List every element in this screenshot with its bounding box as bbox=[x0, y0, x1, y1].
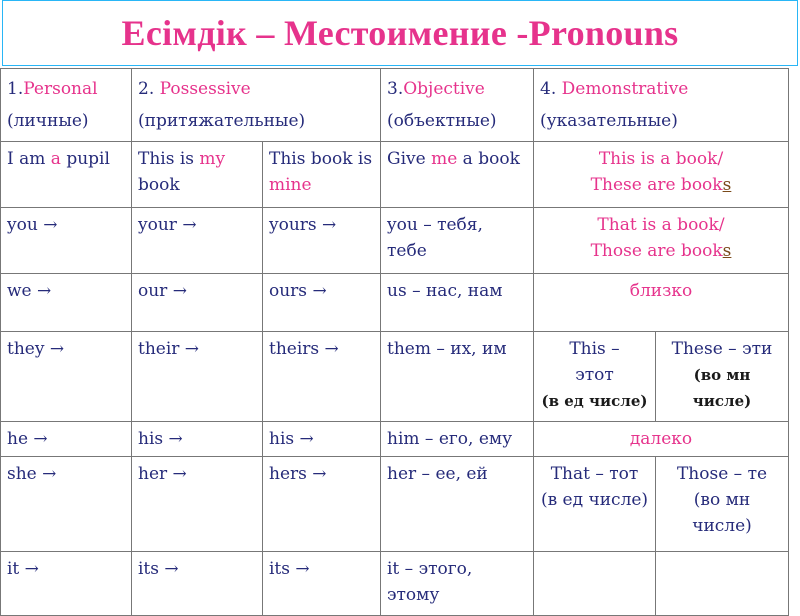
cell-objective: her – ее, ей bbox=[381, 457, 534, 552]
title-box bbox=[2, 0, 798, 66]
example-row bbox=[1, 142, 789, 208]
table-row bbox=[1, 552, 789, 616]
example-possessive: This is my book bbox=[132, 142, 263, 208]
header-objective: 3.Objective (объектные) bbox=[381, 69, 534, 142]
cell-personal: you → bbox=[1, 208, 132, 274]
cell-absolute: yours → bbox=[263, 208, 381, 274]
example-absolute: This book is mine bbox=[263, 142, 381, 208]
header-row bbox=[1, 69, 789, 142]
cell-empty bbox=[656, 552, 789, 616]
pronouns-table bbox=[0, 68, 789, 616]
cell-possessive: his → bbox=[132, 422, 263, 457]
cell-objective: us – нас, нам bbox=[381, 274, 534, 332]
cell-absolute: his → bbox=[263, 422, 381, 457]
cell-absolute: ours → bbox=[263, 274, 381, 332]
cell-objective: them – их, им bbox=[381, 332, 534, 422]
header-possessive: 2. Possessive (притяжательные) bbox=[132, 69, 381, 142]
page-title: Есімдік – Местоимение -Pronouns bbox=[121, 13, 679, 53]
table-row bbox=[1, 208, 789, 274]
cell-absolute: theirs → bbox=[263, 332, 381, 422]
demonstrative-those: Those – те (во мн числе) bbox=[656, 457, 789, 552]
cell-absolute: its → bbox=[263, 552, 381, 616]
cell-objective: you – тебя, тебе bbox=[381, 208, 534, 274]
demonstrative-near: близко bbox=[534, 274, 789, 332]
cell-possessive: your → bbox=[132, 208, 263, 274]
table-row bbox=[1, 457, 789, 552]
header-demonstrative: 4. Demonstrative (указательные) bbox=[534, 69, 789, 142]
cell-personal: it → bbox=[1, 552, 132, 616]
cell-objective: it – этого, этому bbox=[381, 552, 534, 616]
table-row bbox=[1, 274, 789, 332]
demonstrative-this: This – этот (в ед числе) bbox=[534, 332, 656, 422]
demonstrative-that-those: That is a book/ Those are books bbox=[534, 208, 789, 274]
cell-possessive: our → bbox=[132, 274, 263, 332]
cell-personal: we → bbox=[1, 274, 132, 332]
cell-possessive: her → bbox=[132, 457, 263, 552]
example-personal: I am a pupil bbox=[1, 142, 132, 208]
demonstrative-these: These – эти (во мн числе) bbox=[656, 332, 789, 422]
example-objective: Give me a book bbox=[381, 142, 534, 208]
cell-possessive: their → bbox=[132, 332, 263, 422]
table-row bbox=[1, 332, 789, 422]
cell-personal: they → bbox=[1, 332, 132, 422]
cell-objective: him – его, ему bbox=[381, 422, 534, 457]
cell-personal: he → bbox=[1, 422, 132, 457]
cell-personal: she → bbox=[1, 457, 132, 552]
demonstrative-this-these: This is a book/ These are books bbox=[534, 142, 789, 208]
header-personal: 1.Personal (личные) bbox=[1, 69, 132, 142]
cell-empty bbox=[534, 552, 656, 616]
demonstrative-far: далеко bbox=[534, 422, 789, 457]
cell-possessive: its → bbox=[132, 552, 263, 616]
table-row bbox=[1, 422, 789, 457]
demonstrative-that: That – тот (в ед числе) bbox=[534, 457, 656, 552]
cell-absolute: hers → bbox=[263, 457, 381, 552]
